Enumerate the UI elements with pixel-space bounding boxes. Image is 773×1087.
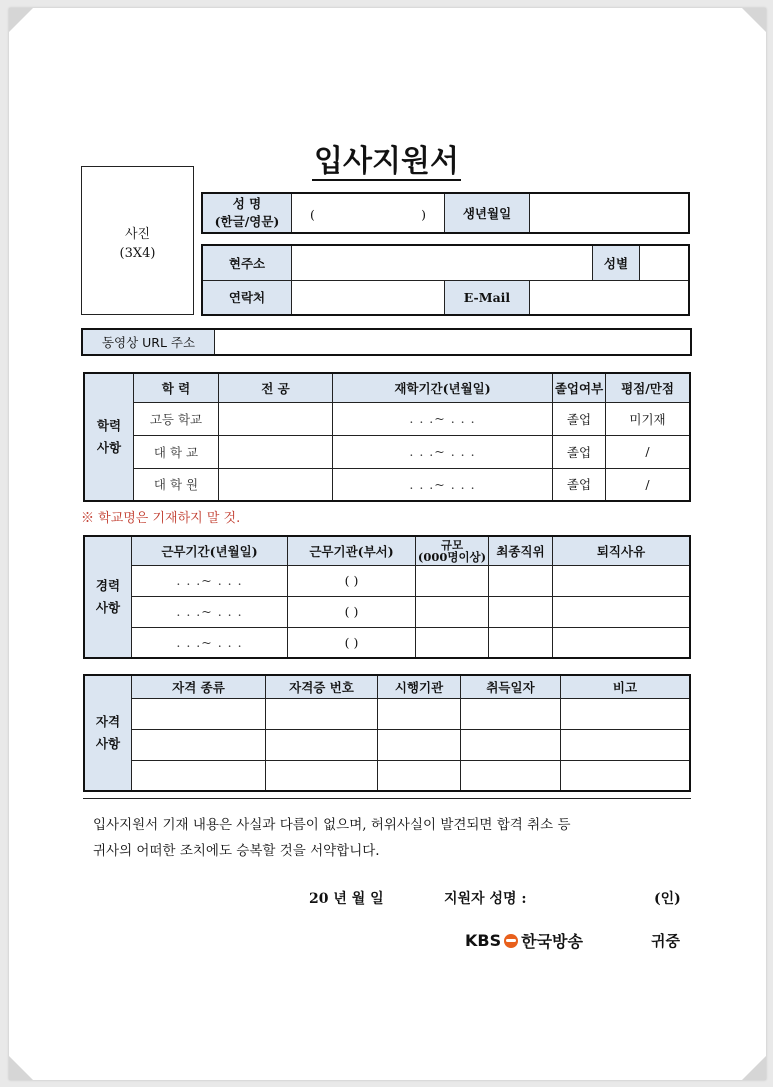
cert-type-field[interactable] [132, 729, 266, 760]
edu-major-field[interactable] [219, 468, 333, 501]
career-org-field[interactable]: ( ) [288, 596, 416, 627]
career-position-field[interactable] [489, 596, 553, 627]
edu-major-field[interactable] [219, 435, 333, 468]
video-url-table [81, 328, 692, 356]
contact-label: 연락처 [202, 280, 292, 315]
edu-level: 대 학 교 [134, 435, 219, 468]
edu-gpa[interactable]: 미기재 [606, 402, 691, 435]
edu-header-level: 학 력 [134, 373, 219, 402]
page-title: 입사지원서 [314, 144, 459, 179]
declaration: 입사지원서 기재 내용은 사실과 다름이 없으며, 허위사실이 발견되면 합격 취소 등 귀사의 어떠한 조치에도 승복할 것을 서약합니다. [93, 817, 571, 859]
personal-info-table-1 [201, 192, 690, 234]
email-field[interactable] [530, 280, 690, 315]
edu-gpa[interactable]: / [606, 435, 691, 468]
name-field[interactable]: ( ) [292, 193, 445, 233]
career-period-field[interactable]: . . .~ . . . [132, 627, 288, 658]
edu-header-status: 졸업여부 [553, 373, 606, 402]
career-table [83, 535, 691, 659]
email-label: E-Mail [445, 280, 530, 315]
career-org-field[interactable]: ( ) [288, 565, 416, 596]
photo-box[interactable] [81, 166, 194, 315]
career-reason-field[interactable] [553, 565, 691, 596]
cert-date-field[interactable] [461, 729, 561, 760]
career-size-field[interactable] [416, 565, 489, 596]
career-size-field[interactable] [416, 596, 489, 627]
career-header-org: 근무기관(부서) [288, 536, 416, 565]
cert-number-field[interactable] [266, 729, 378, 760]
cert-header-number: 자격증 번호 [266, 675, 378, 698]
signature-date: 20 년 월 일 [309, 891, 384, 907]
video-url-field[interactable] [215, 329, 692, 355]
cert-header-date: 취득일자 [461, 675, 561, 698]
cert-number-field[interactable] [266, 760, 378, 791]
edu-level: 고등 학교 [134, 402, 219, 435]
table-row [84, 565, 690, 596]
edu-major-field[interactable] [219, 402, 333, 435]
career-position-field[interactable] [489, 565, 553, 596]
edu-level: 대 학 원 [134, 468, 219, 501]
page-corner-fold [742, 1056, 766, 1080]
table-row [84, 596, 690, 627]
certificate-section-label: 자격 사항 [84, 675, 132, 791]
birth-field[interactable] [530, 193, 690, 233]
signer-label: 지원자 성명 : [444, 891, 527, 907]
edu-gpa[interactable]: / [606, 468, 691, 501]
address-field[interactable] [292, 245, 593, 280]
cert-header-issuer: 시행기관 [378, 675, 461, 698]
birth-label: 생년월일 [445, 193, 530, 233]
cert-date-field[interactable] [461, 760, 561, 791]
edu-period-field[interactable]: . . .~ . . . [333, 402, 553, 435]
career-header-size: 규모 (000명이상) [416, 536, 489, 565]
career-section-label: 경력 사항 [84, 536, 132, 658]
cert-header-remarks: 비고 [561, 675, 691, 698]
kbs-emblem-icon [504, 934, 518, 948]
career-header-period: 근무기간(년월일) [132, 536, 288, 565]
page-corner-fold [742, 8, 766, 32]
career-position-field[interactable] [489, 627, 553, 658]
cert-remarks-field[interactable] [561, 698, 691, 729]
table-row [84, 468, 690, 501]
cert-issuer-field[interactable] [378, 760, 461, 791]
edu-header-period: 재학기간(년월일) [333, 373, 553, 402]
photo-size: (3X4) [119, 246, 156, 261]
cert-date-field[interactable] [461, 698, 561, 729]
education-table [83, 372, 691, 502]
divider [83, 798, 691, 799]
table-row [84, 627, 690, 658]
edu-status[interactable]: 졸업 [553, 402, 606, 435]
gender-label: 성별 [593, 245, 640, 280]
career-reason-field[interactable] [553, 596, 691, 627]
contact-field[interactable] [292, 280, 445, 315]
edu-status[interactable]: 졸업 [553, 435, 606, 468]
career-reason-field[interactable] [553, 627, 691, 658]
career-header-reason: 퇴직사유 [553, 536, 691, 565]
edu-status[interactable]: 졸업 [553, 468, 606, 501]
kbs-logo: KBS 한국방송 [465, 931, 583, 951]
edu-period-field[interactable]: . . .~ . . . [333, 435, 553, 468]
page-corner-fold [9, 8, 33, 32]
gender-field[interactable] [640, 245, 690, 280]
cert-header-type: 자격 종류 [132, 675, 266, 698]
cert-remarks-field[interactable] [561, 760, 691, 791]
education-note: ※ 학교명은 기재하지 말 것. [81, 511, 241, 526]
career-header-position: 최종직위 [489, 536, 553, 565]
career-period-field[interactable]: . . .~ . . . [132, 596, 288, 627]
certificate-table [83, 674, 691, 792]
video-url-label: 동영상 URL 주소 [82, 329, 215, 355]
career-size-field[interactable] [416, 627, 489, 658]
edu-header-major: 전 공 [219, 373, 333, 402]
education-section-label: 학력 사항 [84, 373, 134, 501]
page-corner-fold [9, 1056, 33, 1080]
career-org-field[interactable]: ( ) [288, 627, 416, 658]
cert-remarks-field[interactable] [561, 729, 691, 760]
cert-issuer-field[interactable] [378, 729, 461, 760]
cert-type-field[interactable] [132, 760, 266, 791]
photo-label: 사진 [124, 227, 151, 242]
table-row [84, 698, 690, 729]
edu-header-gpa: 평점/만점 [606, 373, 691, 402]
edu-period-field[interactable]: . . .~ . . . [333, 468, 553, 501]
recipient-honorific: 귀중 [651, 932, 680, 950]
cert-number-field[interactable] [266, 698, 378, 729]
table-row [84, 402, 690, 435]
table-row [84, 435, 690, 468]
seal-mark: (인) [654, 891, 681, 907]
table-row [84, 760, 690, 791]
table-row [84, 729, 690, 760]
career-period-field[interactable]: . . .~ . . . [132, 565, 288, 596]
cert-type-field[interactable] [132, 698, 266, 729]
personal-info-table-2 [201, 244, 690, 316]
name-label: 성 명 (한글/영문) [202, 193, 292, 233]
address-label: 현주소 [202, 245, 292, 280]
cert-issuer-field[interactable] [378, 698, 461, 729]
